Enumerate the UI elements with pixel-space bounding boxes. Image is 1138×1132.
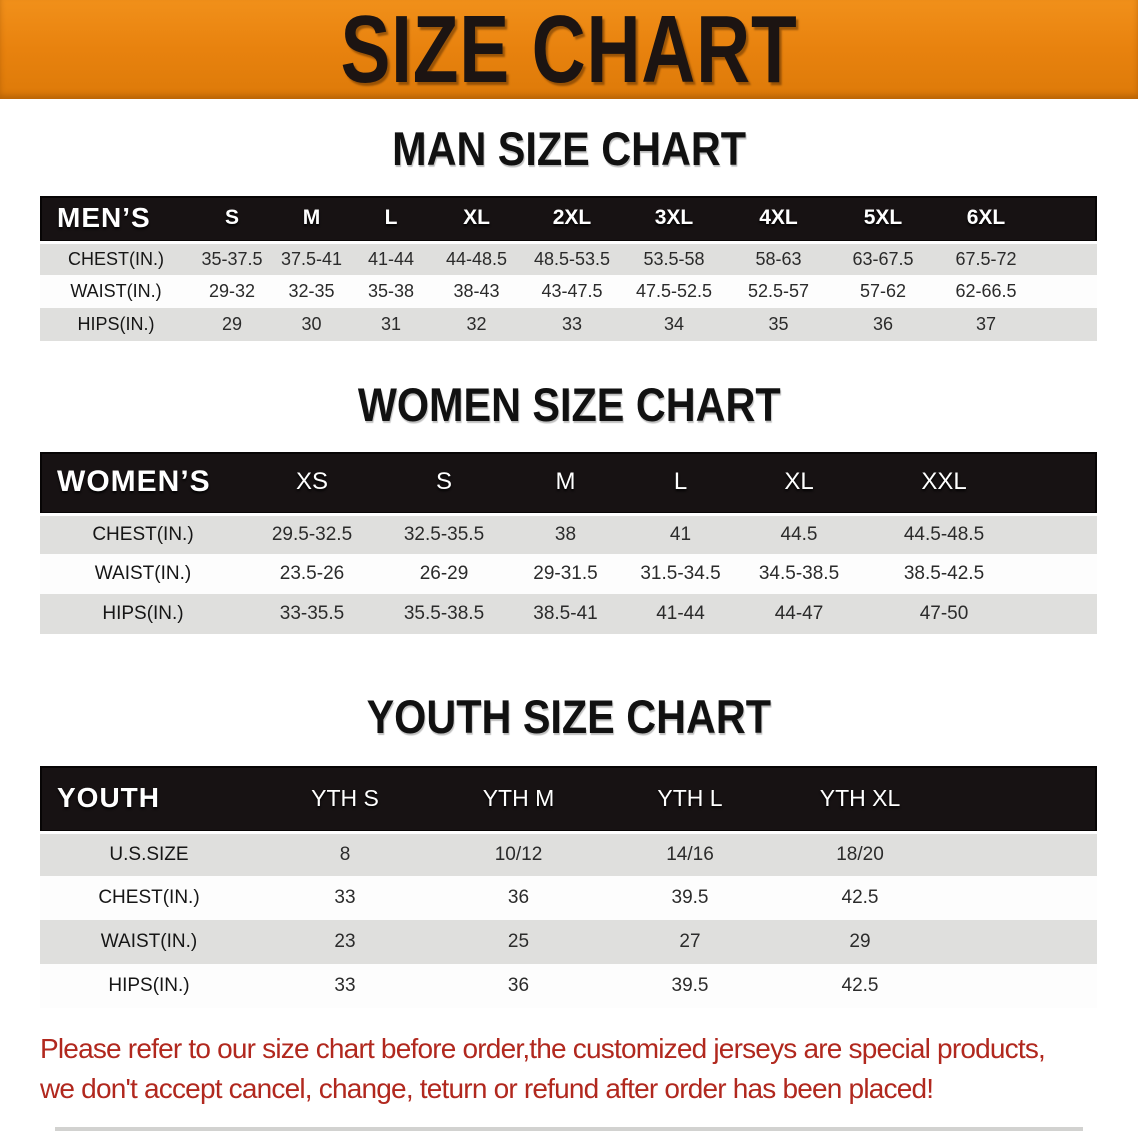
size-value-cell: 36 [507, 975, 530, 996]
row-label: U.S.SIZE [109, 843, 189, 865]
women-size-table [40, 452, 1097, 634]
size-column-header: S [435, 468, 452, 496]
page-bottom-edge [55, 1127, 1083, 1131]
measurement-row [40, 308, 1097, 341]
men-header-row [40, 196, 1097, 242]
youth-header-row [40, 766, 1097, 832]
row-label: WAIST(IN.) [70, 281, 162, 301]
size-value-cell: 63-67.5 [852, 248, 914, 269]
size-value-cell: 30 [301, 314, 322, 334]
row-filler [1037, 275, 1097, 308]
size-value-cell: 29-31.5 [533, 563, 598, 584]
size-value-cell: 37 [975, 314, 997, 334]
size-value-cell: 35 [768, 314, 789, 334]
row-filler [1030, 514, 1097, 554]
row-filler [945, 920, 1097, 964]
row-filler [945, 964, 1097, 1008]
size-value-cell: 58-63 [755, 248, 802, 269]
size-column-header: 4XL [759, 206, 798, 230]
size-value-cell: 32 [466, 314, 487, 334]
measurement-row [40, 920, 1097, 964]
youth-size-table [40, 766, 1097, 1008]
men-section-heading-text: MAN SIZE CHART [392, 122, 746, 175]
size-value-cell: 52.5-57 [747, 281, 810, 301]
footer-note [40, 1029, 1138, 1109]
size-value-cell: 43-47.5 [541, 281, 603, 301]
measurement-row [40, 594, 1097, 634]
size-value-cell: 14/16 [666, 843, 714, 865]
size-value-cell: 18/20 [836, 843, 884, 865]
women-section-heading [0, 378, 1138, 431]
size-value-cell: 34 [663, 314, 685, 334]
size-value-cell: 31 [380, 314, 402, 334]
size-value-cell: 42.5 [841, 975, 879, 996]
size-value-cell: 67.5-72 [955, 248, 1017, 269]
size-value-cell: 23 [334, 931, 356, 952]
size-value-cell: 10/12 [494, 843, 543, 865]
size-value-cell: 39.5 [671, 975, 709, 996]
men-size-table [40, 196, 1097, 341]
row-label: WAIST(IN.) [100, 931, 198, 952]
banner [0, 0, 1138, 103]
size-value-cell: 35-37.5 [201, 248, 263, 269]
size-value-cell: 33 [561, 314, 583, 334]
men-corner-label: MEN’S [57, 202, 151, 234]
row-filler [945, 832, 1097, 876]
women-corner-label: WOMEN’S [57, 465, 211, 499]
size-value-cell: 26-29 [419, 563, 469, 584]
size-column-header: L [673, 468, 688, 496]
size-column-header: M [555, 468, 576, 496]
header-filler [1037, 196, 1097, 242]
size-value-cell: 44-48.5 [445, 248, 508, 269]
youth-section-heading-text: YOUTH SIZE CHART [366, 690, 772, 743]
size-value-cell: 41 [669, 523, 692, 545]
size-value-cell: 29 [849, 931, 871, 952]
size-value-cell: 36 [872, 314, 894, 334]
size-column-header: YTH S [311, 784, 379, 811]
row-label: CHEST(IN.) [98, 887, 200, 908]
size-value-cell: 41-44 [367, 248, 415, 269]
row-filler [1030, 554, 1097, 594]
size-value-cell: 44.5-48.5 [903, 523, 985, 545]
footer-note-line-2: we don't accept cancel, change, teturn or refund after order has been placed! [40, 1073, 934, 1104]
women-section-heading-text: WOMEN SIZE CHART [357, 378, 781, 431]
measurement-row [40, 554, 1097, 594]
size-value-cell: 29.5-32.5 [271, 523, 353, 545]
measurement-row [40, 876, 1097, 920]
size-column-header: M [302, 206, 321, 230]
row-filler [1037, 242, 1097, 275]
size-column-header: 5XL [863, 206, 903, 230]
size-value-cell: 25 [507, 931, 530, 952]
size-column-header: XXL [921, 468, 967, 496]
size-column-header: YTH L [657, 784, 723, 811]
size-value-cell: 41-44 [656, 603, 705, 624]
size-value-cell: 62-66.5 [955, 281, 1017, 301]
size-value-cell: 39.5 [671, 887, 709, 908]
size-value-cell: 38.5-41 [533, 603, 598, 624]
size-column-header: S [224, 206, 239, 230]
size-value-cell: 33 [334, 887, 356, 908]
size-value-cell: 29-32 [208, 281, 256, 301]
size-column-header: YTH M [482, 784, 555, 811]
size-value-cell: 34.5-38.5 [758, 563, 840, 584]
size-column-header: 2XL [552, 206, 592, 230]
size-value-cell: 37.5-41 [280, 248, 343, 269]
row-filler [1037, 308, 1097, 341]
row-label: WAIST(IN.) [94, 563, 192, 584]
size-column-header: 3XL [654, 206, 694, 230]
header-filler [1030, 452, 1097, 514]
size-value-cell: 47.5-52.5 [635, 281, 713, 301]
size-value-cell: 38.5-42.5 [903, 563, 985, 584]
measurement-row [40, 964, 1097, 1008]
size-value-cell: 53.5-58 [643, 248, 705, 269]
men-section-heading [0, 122, 1138, 175]
measurement-row [40, 832, 1097, 876]
size-value-cell: 36 [507, 887, 530, 908]
row-label: CHEST(IN.) [68, 248, 164, 269]
size-value-cell: 38-43 [453, 281, 500, 301]
size-column-header: 6XL [966, 206, 1006, 230]
row-label: CHEST(IN.) [92, 523, 194, 545]
size-value-cell: 44.5 [780, 523, 818, 545]
size-value-cell: 33 [334, 975, 356, 996]
youth-corner-label: YOUTH [57, 782, 160, 814]
size-value-cell: 32-35 [288, 281, 335, 301]
youth-section-heading [0, 690, 1138, 743]
size-value-cell: 44-47 [774, 603, 824, 624]
size-column-header: L [384, 206, 398, 230]
size-value-cell: 8 [339, 843, 351, 865]
size-value-cell: 33-35.5 [279, 603, 345, 624]
footer-note-line-1: Please refer to our size chart before order,the customized jerseys are special products, [40, 1033, 1046, 1064]
size-column-header: XS [295, 468, 328, 496]
row-filler [945, 876, 1097, 920]
size-value-cell: 23.5-26 [279, 563, 345, 584]
size-column-header: XL [784, 468, 814, 496]
row-label: HIPS(IN.) [102, 603, 184, 624]
women-header-row [40, 452, 1097, 514]
size-column-header: YTH XL [819, 784, 901, 811]
header-filler [945, 766, 1097, 832]
size-value-cell: 35.5-38.5 [403, 603, 485, 624]
row-label: HIPS(IN.) [108, 975, 190, 996]
banner-title: SIZE CHART [340, 0, 798, 103]
size-value-cell: 42.5 [841, 887, 879, 908]
measurement-row [40, 514, 1097, 554]
size-value-cell: 47-50 [919, 603, 969, 624]
measurement-row [40, 275, 1097, 308]
size-value-cell: 29 [221, 314, 243, 334]
size-value-cell: 27 [679, 931, 701, 952]
size-value-cell: 31.5-34.5 [640, 563, 721, 584]
size-value-cell: 35-38 [367, 281, 415, 301]
measurement-row [40, 242, 1097, 275]
size-value-cell: 32.5-35.5 [403, 523, 485, 545]
row-label: HIPS(IN.) [77, 314, 155, 334]
size-value-cell: 38 [554, 523, 577, 545]
size-value-cell: 48.5-53.5 [533, 248, 611, 269]
size-column-header: XL [463, 206, 490, 230]
size-value-cell: 57-62 [859, 281, 907, 301]
row-filler [1030, 594, 1097, 634]
